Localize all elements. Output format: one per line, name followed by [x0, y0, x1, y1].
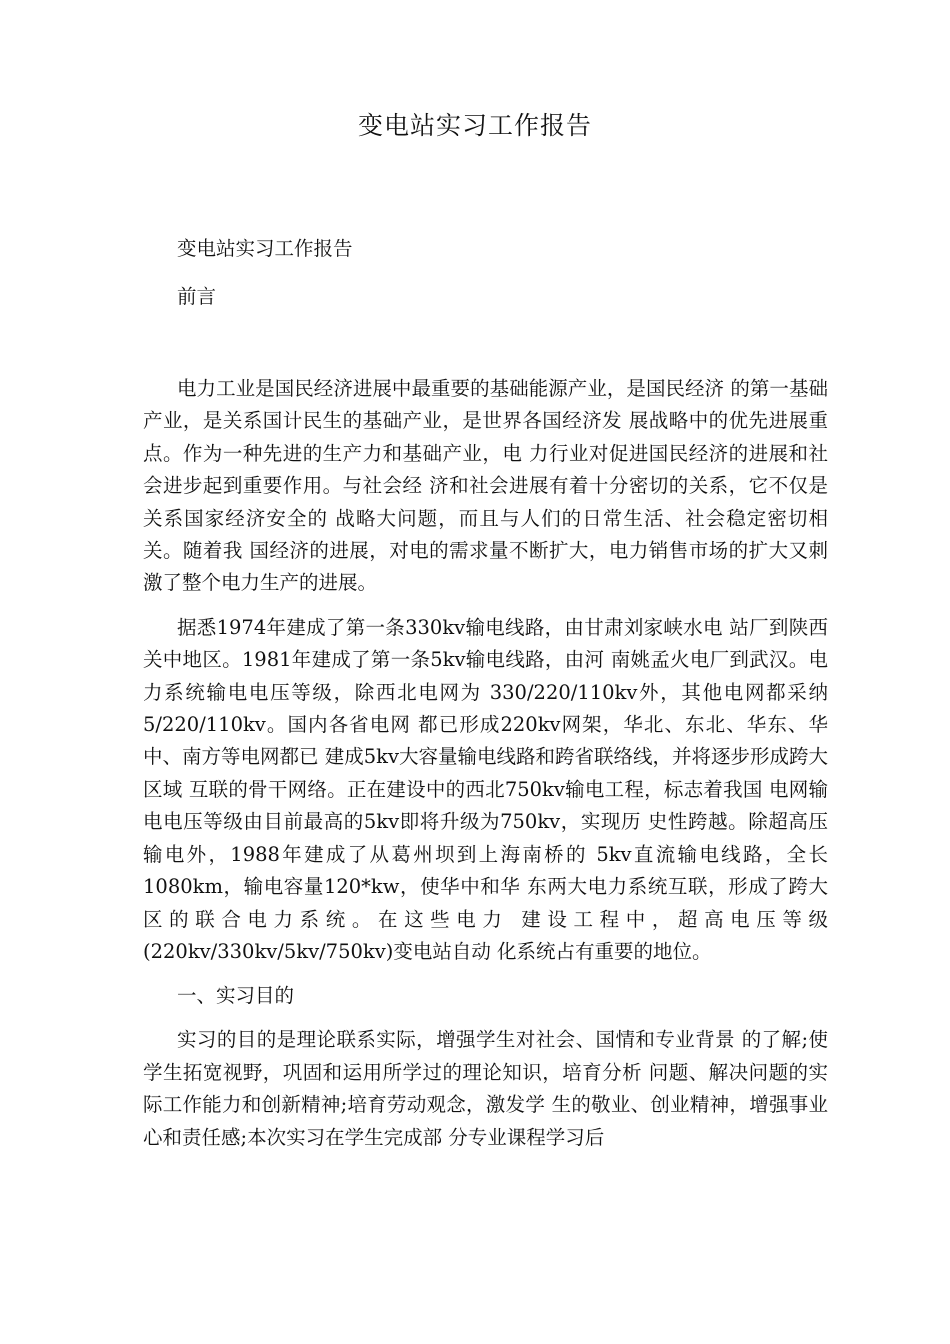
document-body [143, 233, 828, 1154]
paragraph-purpose: 实习的目的是理论联系实际，增强学生对社会、国情和专业背景 的了解;使学生拓宽视野，巩固和运用所学过的理论知识，培育分析 问题、解决问题的实际工作能力和创新精神;培育劳动观念，激发学 生的敬业、创业精神，增强事业心和责任感;本次实习在学生完成部 分专业课程学习后 [143, 1028, 828, 1149]
section-heading-purpose: 一、实习目的 [177, 984, 295, 1008]
paragraph-history: 据悉1974年建成了第一条330kv输电线路，由甘肃刘家峡水电 站厂到陕西关中地区。1981年建成了第一条5kv输电线路，由河 南姚孟火电厂到武汉。电力系统输电电压等级，除西北电网为 330/220/110kv外，其他电网都采纳5/220/110kv。国内各省电网 都已形成220kv网架，华北、东北、华东、华中、南方等电网都已 建成5kv大容量输电线路和跨省联络线，并将逐步形成跨大区域 互联的骨干网络。正在建设中的西北750kv输电工程，标志着我国 电网输电电压等级由目前最高的5kv即将升级为750kv，实现历 史性跨越。除超高压输电外，1988年建成了从葛州坝到上海南桥的 5kv直流输电线路，全长1080km，输电容量120*kw，使华中和华 东两大电力系统互联，形成了跨大区的联合电力系统。在这些电力 建设工程中，超高电压等级(220kv/330kv/5kv/750kv)变电站自动 化系统占有重要的地位。 [143, 615, 828, 963]
preface-heading: 前言 [177, 285, 217, 308]
document-subtitle: 变电站实习工作报告 [177, 237, 353, 260]
paragraph-intro: 电力工业是国民经济进展中最重要的基础能源产业，是国民经济 的第一基础产业，是关系国计民生的基础产业，是世界各国经济发 展战略中的优先进展重点。作为一种先进的生产力和基础产业，电 力行业对促进国民经济的进展和社会进步起到重要作用。与社会经 济和社会进展有着十分密切的关系，它不仅是关系国家经济安全的 战略大问题，而且与人们的日常生活、社会稳定密切相关。随着我 国经济的进展，对电的需求量不断扩大，电力销售市场的扩大又刺 激了整个电力生产的进展。 [143, 377, 828, 595]
document-title: 变电站实习工作报告 [357, 111, 592, 140]
